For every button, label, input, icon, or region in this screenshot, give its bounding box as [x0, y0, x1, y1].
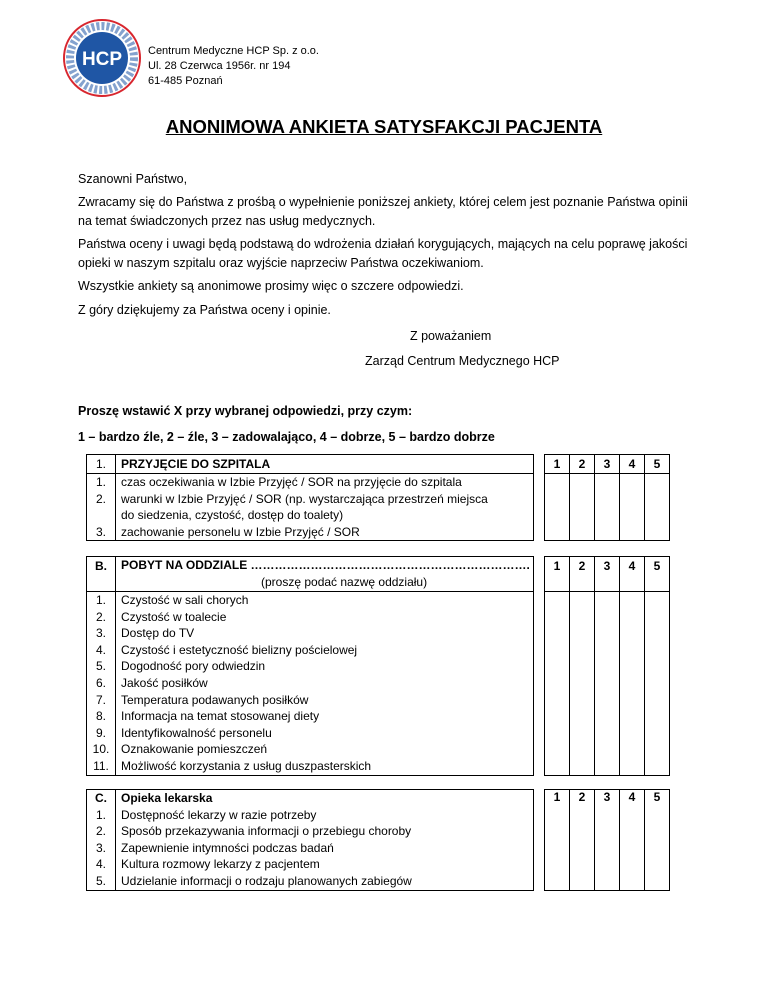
question: warunki w Izbie Przyjęć / SOR (np. wystarczająca przestrzeń miejsca: [121, 491, 488, 506]
item-numbers: 1. 2. 3. 4. 5. 6. 7. 8. 9. 10. 11.: [87, 592, 116, 776]
question: zachowanie personelu w Izbie Przyjęć / SOR: [121, 524, 360, 539]
scale-header-4: 4: [620, 455, 645, 474]
letter-paragraph: Z góry dziękujemy za Państwa oceny i opinie.: [78, 303, 331, 317]
answer-box[interactable]: [570, 592, 595, 776]
answer-box[interactable]: [645, 790, 670, 891]
question: Czystość i estetyczność bielizny pościelowej: [121, 642, 358, 657]
item-labels: [116, 474, 534, 541]
survey-section-admission: [86, 454, 670, 541]
question: Jakość posiłków: [121, 675, 208, 690]
item-labels: [116, 790, 534, 891]
letter-paragraph: Zwracamy się do Państwa z prośbą o wypełnienie poniższej ankiety, której celem jest poznanie Państwa opinii na temat świadczonych przez nas usług medycznych.: [78, 195, 688, 228]
question: Możliwość korzystania z usług duszpasterskich: [121, 758, 372, 773]
answer-box[interactable]: [620, 790, 645, 891]
scale-header-3: 3: [595, 455, 620, 474]
scale-header-3: 3: [603, 790, 611, 804]
question: Dostęp do TV: [121, 626, 195, 641]
scale-header-2: 2: [570, 557, 595, 592]
question: Sposób przekazywania informacji o przebiegu choroby: [121, 824, 412, 839]
scale-header-4: 4: [620, 557, 645, 592]
answer-box[interactable]: [645, 592, 670, 776]
answer-box[interactable]: [645, 474, 670, 541]
survey-section-ward-stay: [86, 556, 670, 776]
answer-box[interactable]: [545, 474, 570, 541]
section-subtitle: (proszę podać nazwę oddziału): [261, 575, 428, 589]
answer-box[interactable]: [595, 790, 620, 891]
survey-section-medical-care: [86, 789, 670, 891]
question: Zapewnienie intymności podczas badań: [121, 840, 334, 855]
signature: Zarząd Centrum Medycznego HCP: [365, 354, 560, 368]
answer-box[interactable]: [545, 790, 570, 891]
section-title: PRZYJĘCIE DO SZPITALA: [116, 455, 534, 474]
scale-header-4: 4: [628, 790, 636, 804]
question: Czystość w sali chorych: [121, 593, 249, 607]
scale-header-2: 2: [578, 790, 586, 804]
answer-box[interactable]: [570, 790, 595, 891]
address-block: [148, 44, 319, 89]
address-line: Ul. 28 Czerwca 1956r. nr 194: [148, 60, 291, 72]
address-line: 61-485 Poznań: [148, 75, 223, 87]
answer-box[interactable]: [545, 592, 570, 776]
item-numbers: 1. 2. 3.: [87, 474, 116, 541]
greeting: Szanowni Państwo,: [78, 172, 188, 186]
question: Kultura rozmowy lekarzy z pacjentem: [121, 857, 320, 872]
section-number: B.: [87, 557, 116, 592]
section-title: POBYT NA ODDZIALE …………………………………………………………….: [121, 558, 530, 572]
question: Czystość w toalecie: [121, 609, 227, 624]
scale-header-5: 5: [645, 557, 670, 592]
address-line: Centrum Medyczne HCP Sp. z o.o.: [148, 45, 319, 57]
question: Dostępność lekarzy w razie potrzeby: [121, 807, 317, 822]
scale-legend: 1 – bardzo źle, 2 – źle, 3 – zadowalająco, 4 – dobrze, 5 – bardzo dobrze: [78, 430, 495, 444]
letter-paragraph: Państwa oceny i uwagi będą podstawą do wdrożenia działań korygujących, mających na celu poprawę jakości opieki w naszym szpitalu oraz wyjście naprzeciw Państwa oczekiwaniom.: [78, 237, 688, 270]
question: Identyfikowalność personelu: [121, 725, 272, 740]
answer-box[interactable]: [570, 474, 595, 541]
scale-header-5: 5: [645, 455, 670, 474]
answer-box[interactable]: [595, 592, 620, 776]
scale-header-1: 1: [545, 557, 570, 592]
answer-box[interactable]: [595, 474, 620, 541]
closing: Z poważaniem: [410, 329, 492, 343]
hcp-logo: [62, 18, 142, 98]
page-title: ANONIMOWA ANKIETA SATYSFAKCJI PACJENTA: [165, 116, 603, 137]
instructions: Proszę wstawić X przy wybranej odpowiedzi, przy czym:: [78, 404, 413, 418]
question: Informacja na temat stosowanej diety: [121, 709, 320, 724]
section-number: 1.: [87, 455, 116, 474]
scale-header-5: 5: [653, 790, 661, 804]
logo-text: HCP: [81, 49, 123, 70]
answer-box[interactable]: [620, 592, 645, 776]
scale-header-1: 1: [545, 455, 570, 474]
letter-paragraph: Wszystkie ankiety są anonimowe prosimy więc o szczere odpowiedzi.: [78, 279, 464, 293]
answer-box[interactable]: [620, 474, 645, 541]
question: Temperatura podawanych posiłków: [121, 692, 309, 707]
question: Oznakowanie pomieszczeń: [121, 742, 268, 757]
item-labels: [116, 592, 534, 776]
item-numbers: C. 1. 2. 3. 4. 5.: [87, 790, 116, 891]
scale-header-3: 3: [595, 557, 620, 592]
scale-header-1: 1: [553, 790, 561, 804]
question: Dogodność pory odwiedzin: [121, 659, 266, 674]
question: czas oczekiwania w Izbie Przyjęć / SOR na przyjęcie do szpitala: [121, 475, 462, 489]
question: Udzielanie informacji o rodzaju planowanych zabiegów: [121, 873, 412, 888]
question: do siedzenia, czystość, dostęp do toalety): [121, 508, 344, 523]
section-title: Opieka lekarska: [121, 791, 213, 805]
scale-header-2: 2: [570, 455, 595, 474]
